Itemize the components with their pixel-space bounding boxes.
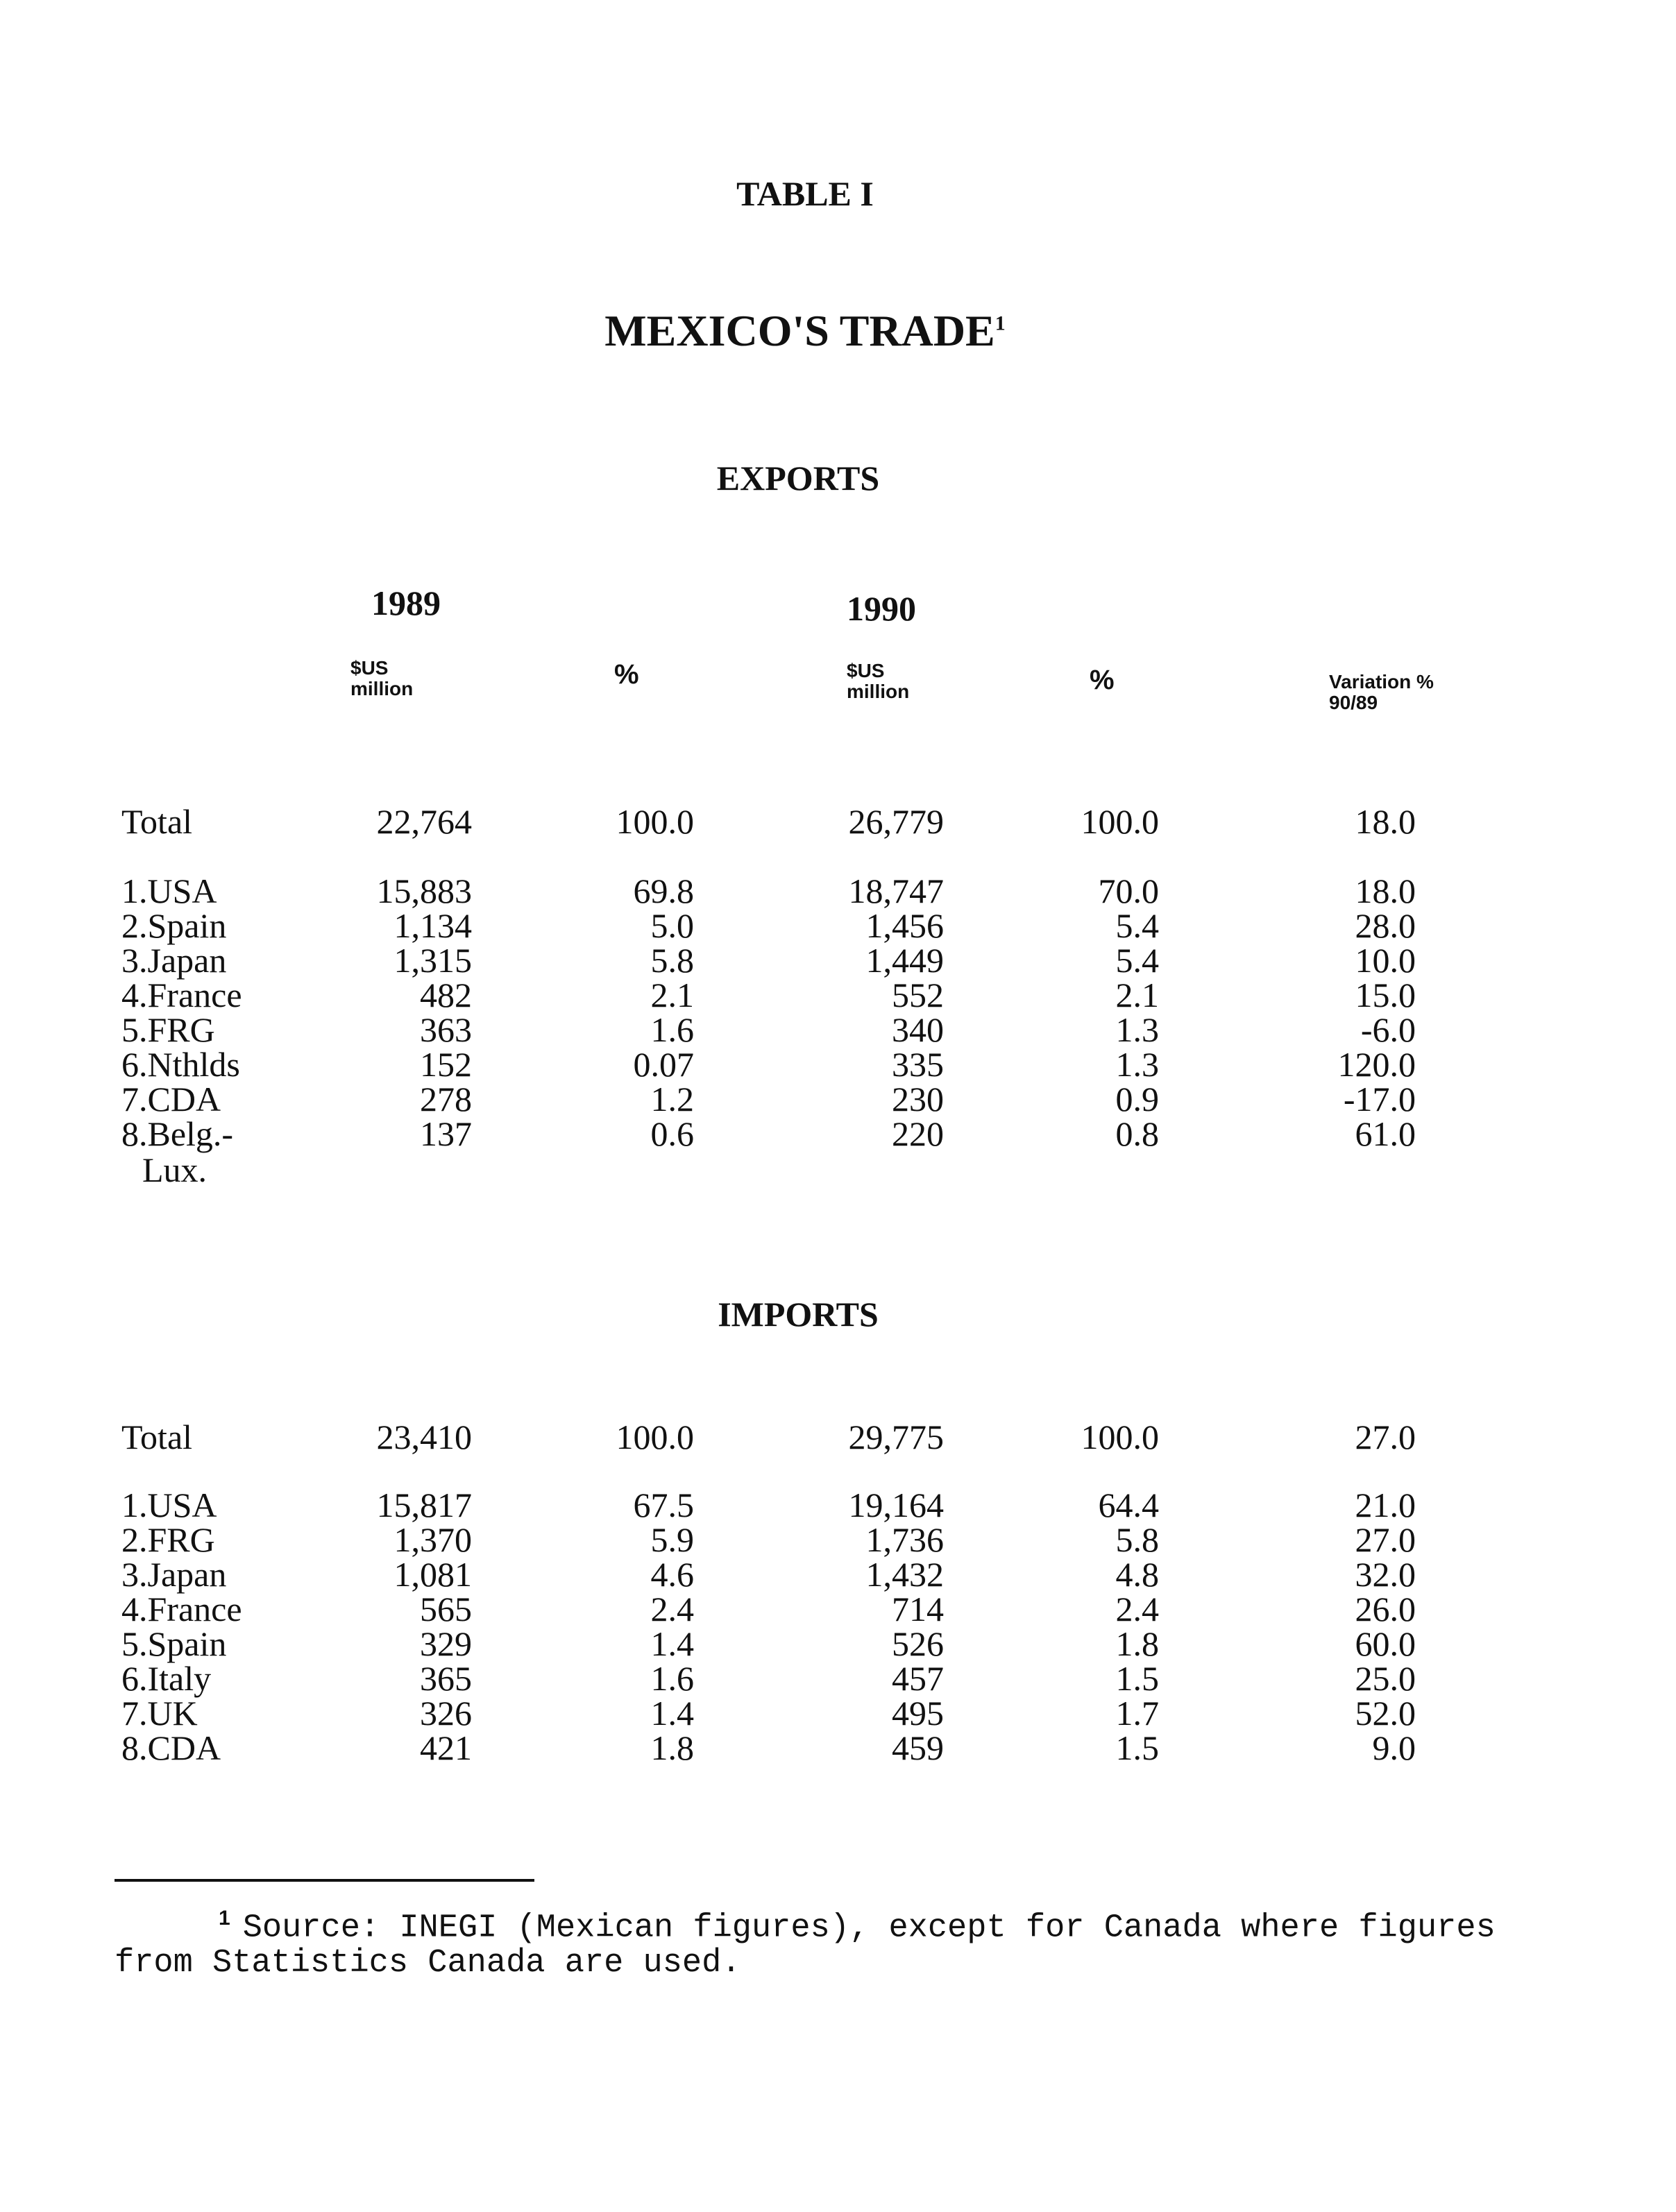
table-row [0,1046,1596,1082]
pct-1990: 5.4 [1115,941,1159,980]
value-1990: 495 [892,1694,944,1733]
row-label: 7.CDA [121,1080,221,1118]
variation: 21.0 [1355,1486,1416,1524]
title-footnote-mark: 1 [994,312,1006,335]
value-1989: 363 [420,1010,472,1049]
exports-total-row [0,803,1596,840]
variation: 27.0 [1355,1520,1416,1559]
pct-1990: 64.4 [1098,1486,1159,1524]
value-1990: 19,164 [848,1486,944,1524]
row-label: Total [121,802,193,841]
value-1990: 29,775 [848,1418,944,1456]
pct-1990: 100.0 [1081,802,1159,841]
variation: 25.0 [1355,1659,1416,1698]
value-1990: 230 [892,1080,944,1118]
value-1990: 1,456 [865,906,944,945]
pct-1989: 1.6 [650,1010,694,1049]
pct-1989: 0.07 [633,1045,694,1084]
value-1990: 26,779 [848,802,944,841]
variation: 18.0 [1355,871,1416,910]
pct-1990: 1.3 [1115,1010,1159,1049]
value-1989: 22,764 [376,802,472,841]
table-row [0,977,1596,1013]
pct-1990: 2.1 [1115,976,1159,1014]
value-1989: 329 [420,1624,472,1663]
value-1989: 1,370 [393,1520,472,1559]
row-label: 6.Nthlds [121,1045,240,1084]
value-1990: 457 [892,1659,944,1698]
footnote-text: Source: INEGI (Mexican figures), except for Canada where figures from Statistics Canada are used. [115,1909,1496,1982]
value-1989: 152 [420,1045,472,1084]
pct-1990: 2.4 [1115,1590,1159,1628]
row-label: 7.UK [121,1694,198,1733]
row-label-line2: Lux. [142,1150,208,1189]
value-1990: 714 [892,1590,944,1628]
variation: 60.0 [1355,1624,1416,1663]
table-row [0,1591,1596,1627]
row-label: 3.Japan [121,1555,227,1594]
value-1990: 18,747 [848,871,944,910]
table-row [0,1116,1596,1188]
value-1989: 565 [420,1590,472,1628]
pct-1990: 4.8 [1115,1555,1159,1594]
value-1989: 23,410 [376,1418,472,1456]
row-label: 2.FRG [121,1520,215,1559]
exports-heading: EXPORTS [716,459,880,497]
variation: -17.0 [1343,1080,1416,1118]
row-label: 3.Japan [121,941,227,980]
title-text: MEXICO'S TRADE [604,306,995,355]
document-title [0,305,1610,357]
value-1989: 421 [420,1728,472,1767]
pct-1989: 5.8 [650,941,694,980]
variation: 28.0 [1355,906,1416,945]
value-1989: 1,081 [393,1555,472,1594]
variation: 15.0 [1355,976,1416,1014]
variation: 120.0 [1337,1045,1416,1084]
value-1989: 1,134 [393,906,472,945]
value-1989-header: $US million [350,657,414,699]
value-1989: 1,315 [393,941,472,980]
variation: 9.0 [1372,1728,1416,1767]
row-label: 6.Italy [121,1659,212,1698]
variation: 32.0 [1355,1555,1416,1594]
value-1990: 1,432 [865,1555,944,1594]
pct-1990: 0.8 [1115,1114,1159,1153]
pct-1989: 1.8 [650,1728,694,1767]
pct-1989: 1.4 [650,1624,694,1663]
value-1989: 15,817 [376,1486,472,1524]
value-1989: 482 [420,976,472,1014]
value-1990: 220 [892,1114,944,1153]
pct-1989: 67.5 [633,1486,694,1524]
table-row [0,1081,1596,1117]
pct-1989: 1.4 [650,1694,694,1733]
table-row [0,1660,1596,1696]
pct-1989: 0.6 [650,1114,694,1153]
row-label: 1.USA [121,1486,217,1524]
row-label: 4.France [121,976,242,1014]
pct-1990: 1.7 [1115,1694,1159,1733]
table-row [0,1012,1596,1048]
variation: 18.0 [1355,802,1416,841]
pct-1990: 0.9 [1115,1080,1159,1118]
pct-1989-header: % [614,659,639,690]
year-1989-header: 1989 [371,584,441,622]
variation-header: Variation % 90/89 [1329,671,1434,713]
footnote-separator [115,1879,534,1882]
variation: 27.0 [1355,1418,1416,1456]
value-1989: 365 [420,1659,472,1698]
table-row [0,942,1596,978]
value-1990-header: $US million [847,660,910,702]
pct-1989: 5.9 [650,1520,694,1559]
footnote [115,1901,1558,1981]
value-1990: 1,736 [865,1520,944,1559]
table-row [0,1695,1596,1731]
variation: -6.0 [1360,1010,1416,1049]
table-row [0,1487,1596,1523]
pct-1990: 1.8 [1115,1624,1159,1663]
value-1989: 137 [420,1114,472,1153]
value-1990: 459 [892,1728,944,1767]
table-row [0,873,1596,909]
value-1990: 340 [892,1010,944,1049]
table-row [0,1522,1596,1558]
value-1989: 326 [420,1694,472,1733]
row-label: 5.Spain [121,1624,227,1663]
pct-1989: 1.6 [650,1659,694,1698]
row-label: 4.France [121,1590,242,1628]
row-label: 8.CDA [121,1728,221,1767]
value-1990: 552 [892,976,944,1014]
pct-1990: 1.5 [1115,1659,1159,1698]
pct-1989: 2.4 [650,1590,694,1628]
imports-heading: IMPORTS [718,1295,879,1334]
table-row [0,1626,1596,1662]
pct-1989: 1.2 [650,1080,694,1118]
footnote-mark: 1 [219,1907,230,1930]
value-1989: 278 [420,1080,472,1118]
pct-1989: 4.6 [650,1555,694,1594]
pct-1989: 2.1 [650,976,694,1014]
row-label: 5.FRG [121,1010,215,1049]
pct-1990-header: % [1090,665,1115,695]
table-row [0,1556,1596,1592]
year-1990-header: 1990 [847,589,916,628]
row-label: 1.USA [121,871,217,910]
value-1989: 15,883 [376,871,472,910]
pct-1990: 5.4 [1115,906,1159,945]
row-label: Total [121,1418,193,1456]
value-1990: 526 [892,1624,944,1663]
variation: 52.0 [1355,1694,1416,1733]
value-1990: 1,449 [865,941,944,980]
pct-1990: 1.3 [1115,1045,1159,1084]
table-label: TABLE I [736,174,874,213]
pct-1990: 1.5 [1115,1728,1159,1767]
value-1990: 335 [892,1045,944,1084]
pct-1989: 69.8 [633,871,694,910]
table-row [0,1730,1596,1766]
table-row [0,908,1596,944]
pct-1990: 100.0 [1081,1418,1159,1456]
pct-1989: 100.0 [616,1418,694,1456]
pct-1990: 5.8 [1115,1520,1159,1559]
row-label-line1: 8.Belg.- [121,1114,234,1153]
pct-1989: 100.0 [616,802,694,841]
variation: 61.0 [1355,1114,1416,1153]
variation: 10.0 [1355,941,1416,980]
row-label: 2.Spain [121,906,227,945]
row-label [121,1116,233,1188]
pct-1989: 5.0 [650,906,694,945]
imports-total-row [0,1419,1596,1455]
pct-1990: 70.0 [1098,871,1159,910]
variation: 26.0 [1355,1590,1416,1628]
